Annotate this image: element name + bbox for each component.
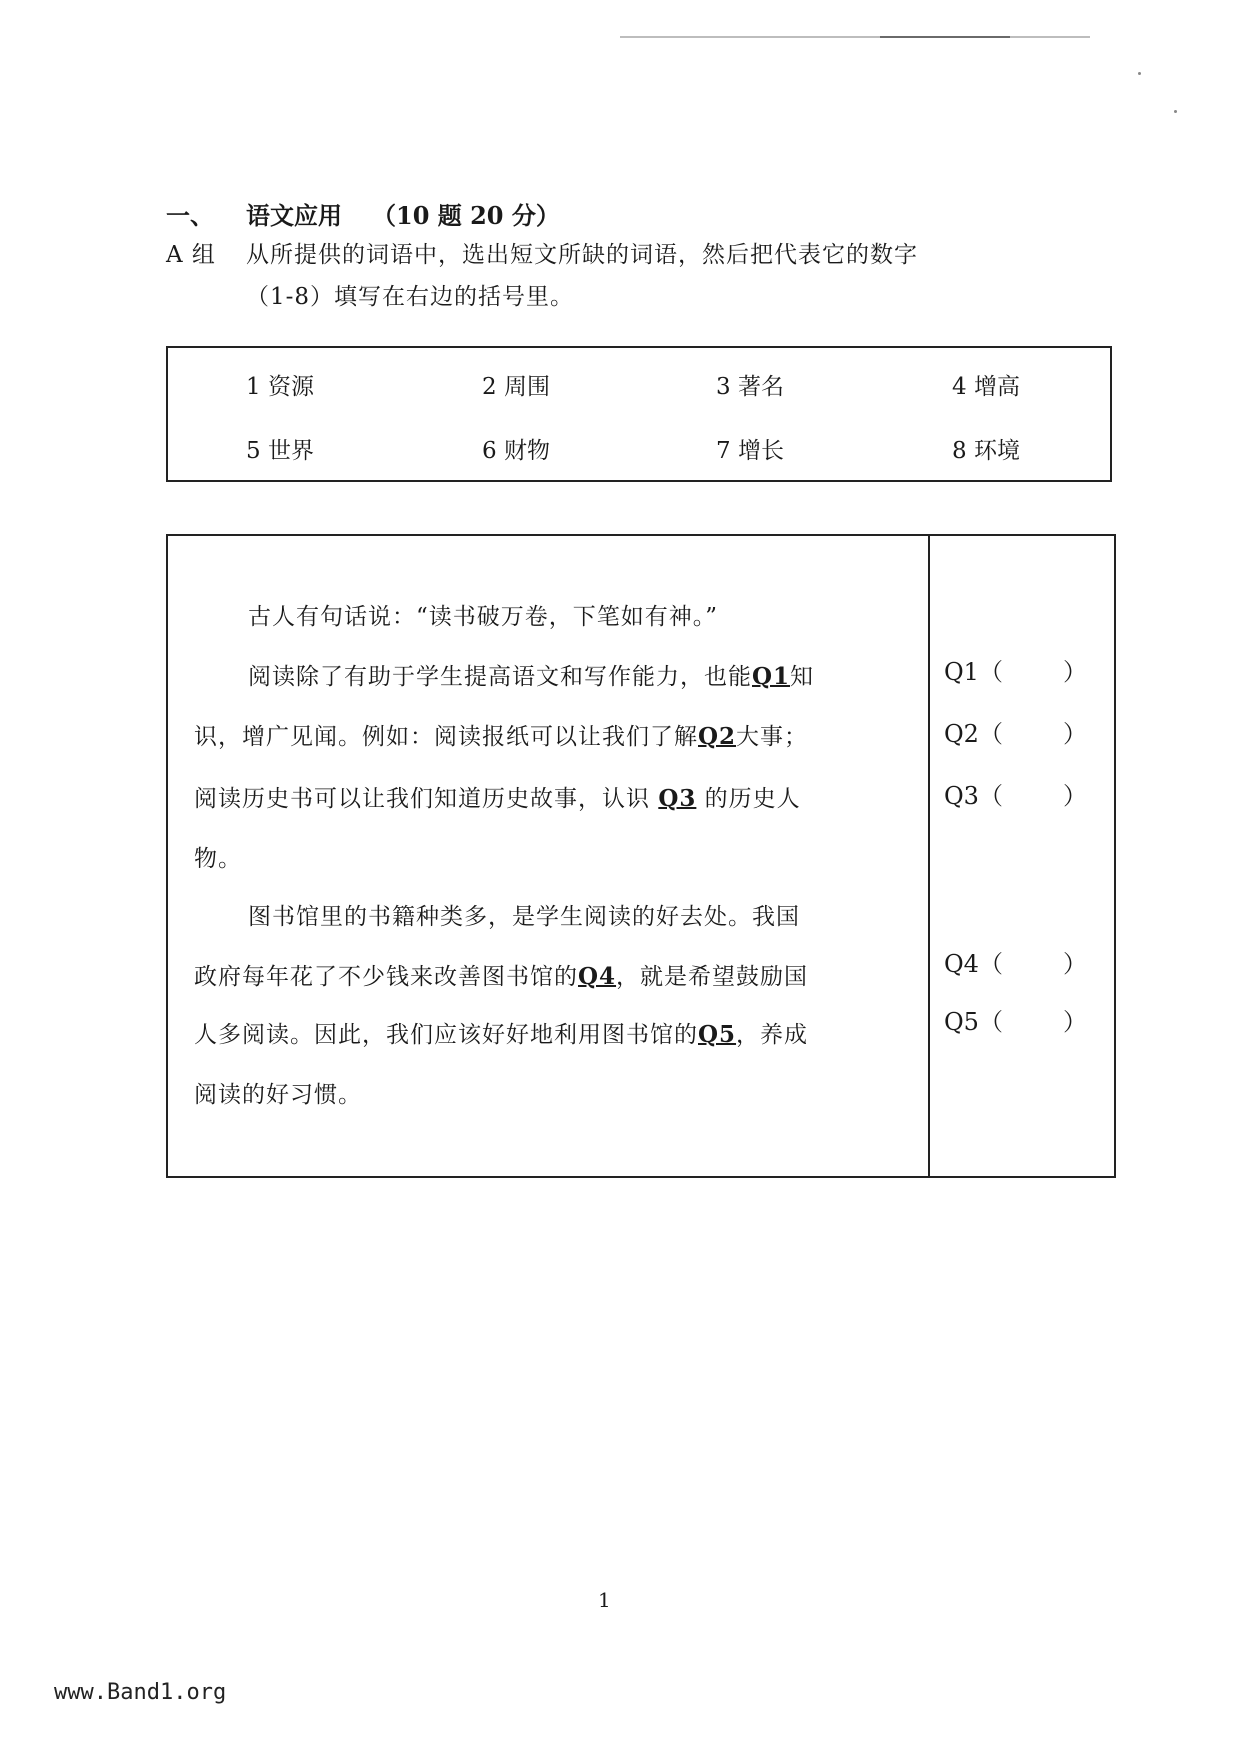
answer-label: Q2 — [944, 720, 979, 748]
section-score: （10 题 20 分） — [372, 201, 560, 230]
footer-watermark-url: www.Band1.org — [54, 1680, 227, 1705]
column-divider — [928, 536, 930, 1176]
instruction-line-1 — [166, 236, 918, 269]
word-option: 6 财物 — [482, 438, 550, 464]
scan-speck — [1174, 110, 1177, 113]
answer-slot-q3: Q3（ ） — [944, 782, 1087, 810]
passage-line: 物。 — [194, 846, 242, 872]
passage-line: 识，增广见闻。例如：阅读报纸可以让我们了解Q2大事； — [194, 723, 809, 750]
answer-slot-q2: Q2（ ） — [944, 720, 1087, 748]
section-heading — [166, 196, 560, 231]
section-title: 语文应用 — [246, 201, 342, 230]
word-option: 2 周围 — [482, 374, 550, 400]
answer-slot-q1: Q1（ ） — [944, 658, 1087, 686]
passage-line: 阅读除了有助于学生提高语文和写作能力，也能Q1知 — [248, 663, 815, 690]
instruction-line-2: （1-8）填写在右边的括号里。 — [246, 284, 575, 310]
passage-line: 人多阅读。因此，我们应该好好地利用图书馆的Q5，养成 — [194, 1021, 809, 1048]
word-option: 5 世界 — [246, 438, 314, 464]
blank-q3: Q3 — [658, 785, 697, 812]
word-option: 1 资源 — [246, 374, 314, 400]
blank-q5: Q5 — [698, 1021, 737, 1048]
word-bank-box — [166, 346, 1112, 482]
answer-label: Q4 — [944, 950, 979, 978]
passage-line: 阅读历史书可以让我们知道历史故事，认识 Q3 的历史人 — [194, 785, 801, 812]
scan-artifact-line — [880, 36, 1010, 38]
answer-label: Q3 — [944, 782, 979, 810]
word-option: 4 增高 — [952, 374, 1020, 400]
passage-line: 图书馆里的书籍种类多，是学生阅读的好去处。我国 — [248, 904, 800, 930]
answer-slot-q5: Q5（ ） — [944, 1008, 1087, 1036]
blank-q2: Q2 — [698, 723, 737, 750]
word-option: 7 增长 — [716, 438, 784, 464]
passage-line: 古人有句话说：“读书破万卷，下笔如有神。” — [248, 604, 719, 630]
instruction-text-1: 从所提供的词语中，选出短文所缺的词语，然后把代表它的数字 — [246, 242, 918, 268]
group-label: A 组 — [166, 242, 216, 268]
passage-line: 政府每年花了不少钱来改善图书馆的Q4，就是希望鼓励国 — [194, 963, 809, 990]
answer-label: Q1 — [944, 658, 979, 686]
passage-line: 阅读的好习惯。 — [194, 1082, 362, 1108]
blank-q1: Q1 — [752, 663, 791, 690]
passage-box — [166, 534, 1116, 1178]
answer-label: Q5 — [944, 1008, 979, 1036]
page-number: 1 — [598, 1588, 611, 1612]
word-option: 8 环境 — [952, 438, 1020, 464]
answer-slot-q4: Q4（ ） — [944, 950, 1087, 978]
scan-speck — [1138, 72, 1141, 75]
scan-artifact-line — [620, 36, 1090, 38]
section-number: 一、 — [166, 201, 214, 230]
word-option: 3 著名 — [716, 374, 784, 400]
blank-q4: Q4 — [578, 963, 617, 990]
